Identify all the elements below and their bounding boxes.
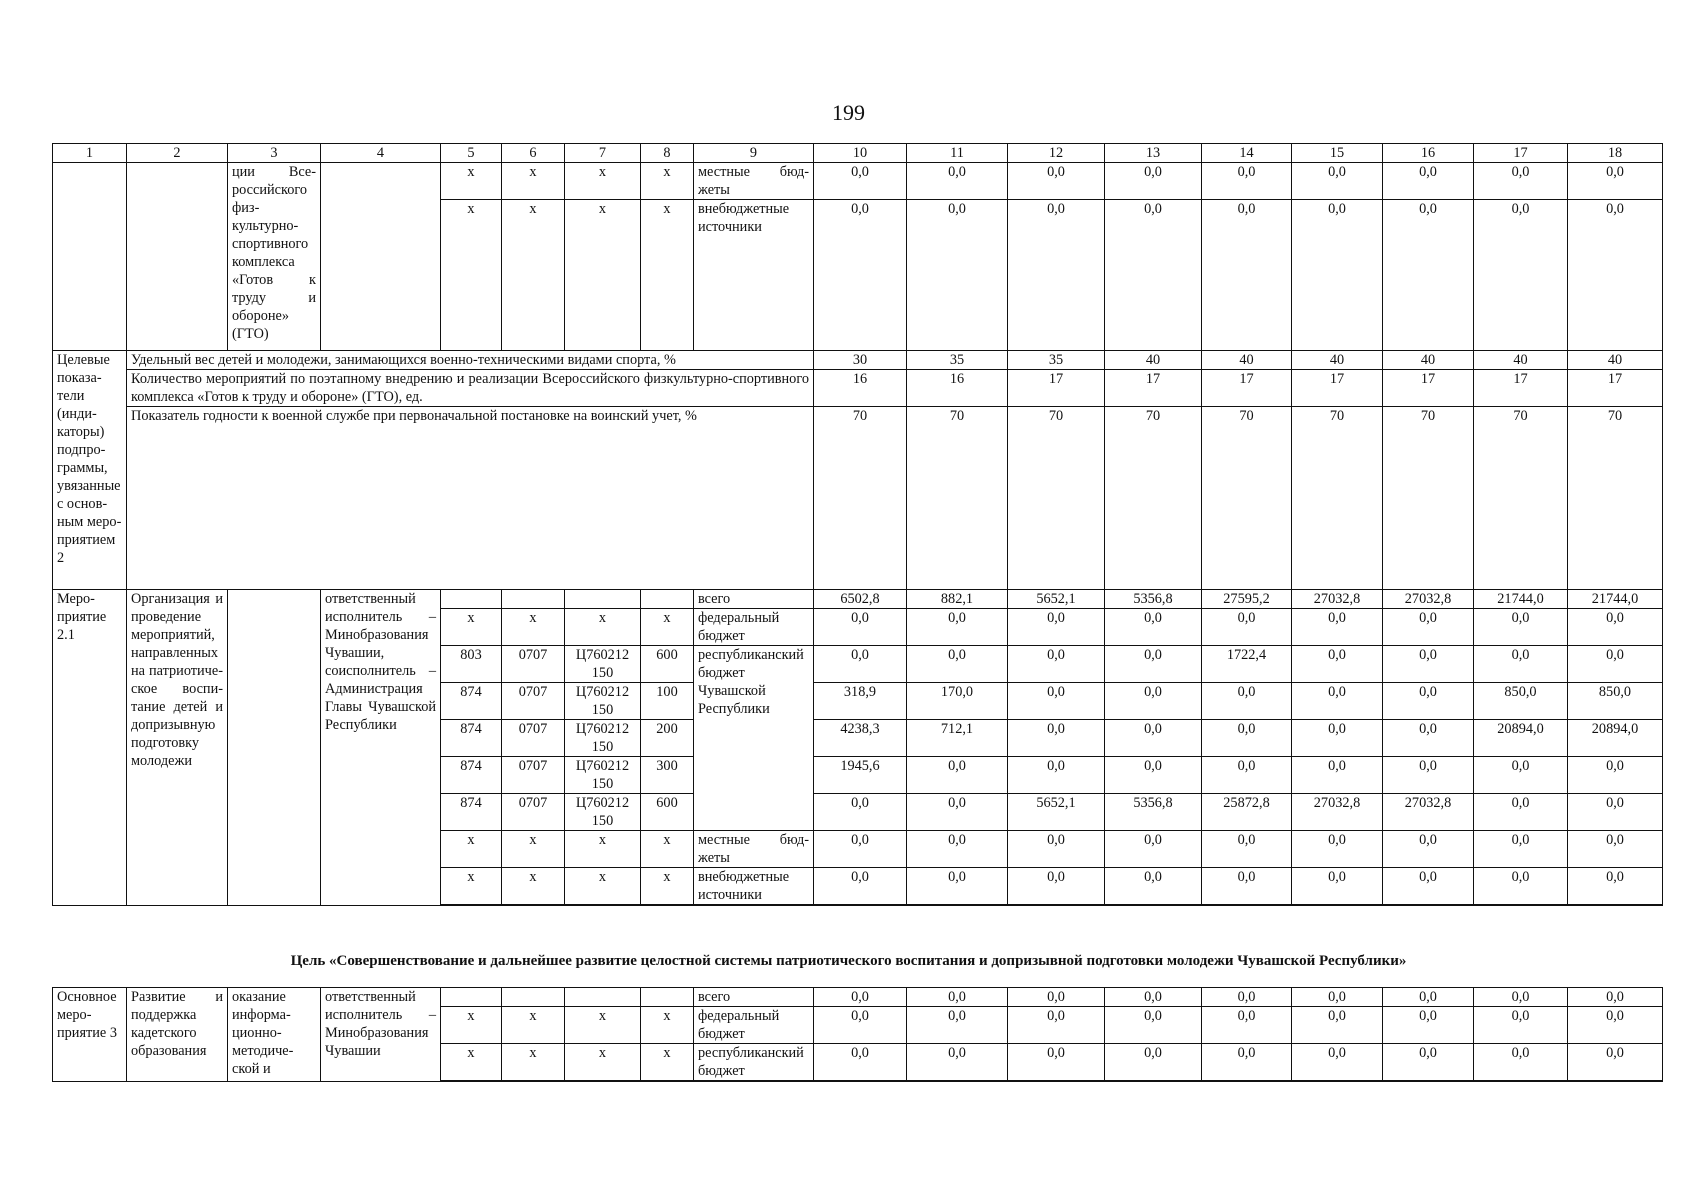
value-cell: 318,9	[814, 683, 907, 720]
measure-row	[53, 590, 1663, 609]
measure-row	[53, 988, 1663, 1007]
budget-code: 600	[641, 646, 694, 683]
value-cell: 0,0	[1568, 646, 1663, 683]
budget-code: 300	[641, 757, 694, 794]
value-cell: 0,0	[1568, 200, 1663, 351]
budget-code: x	[641, 609, 694, 646]
value-cell: 0,0	[1383, 1044, 1474, 1082]
indicator-value: 70	[907, 407, 1008, 590]
column-number: 2	[127, 144, 228, 163]
indicator-text: Количество мероприятий по поэтапному внедрению и реализации Всероссийского физкультурно-спортивного комплекса «Готов к труду и обороне» (ГТО), ед.	[127, 370, 814, 407]
budget-code: x	[641, 200, 694, 351]
value-cell: 0,0	[1292, 831, 1383, 868]
value-cell: 0,0	[907, 646, 1008, 683]
budget-code: x	[565, 868, 641, 906]
indicator-value: 17	[1008, 370, 1105, 407]
funding-source: федеральный бюджет	[694, 609, 814, 646]
budget-code: Ц760212 150	[565, 720, 641, 757]
value-cell: 0,0	[1383, 1007, 1474, 1044]
value-cell: 5356,8	[1105, 590, 1202, 609]
measure-description: ции Всероссийского физкультурно-спортивного комплекса «Готов к труду и обороне» (ГТО)	[228, 163, 321, 351]
value-cell: 0,0	[1008, 868, 1105, 906]
value-cell: 0,0	[1383, 200, 1474, 351]
measure-executor: ответственный исполнитель – Минобразования Чувашии	[321, 988, 441, 1082]
budget-code: Ц760212 150	[565, 757, 641, 794]
value-cell: 0,0	[1292, 1044, 1383, 1082]
value-cell: 0,0	[1105, 646, 1202, 683]
budget-code: x	[502, 163, 565, 200]
indicator-row	[53, 407, 1663, 590]
value-cell: 170,0	[907, 683, 1008, 720]
column-number: 9	[694, 144, 814, 163]
value-cell: 0,0	[1292, 609, 1383, 646]
budget-code: x	[441, 200, 502, 351]
budget-code: x	[565, 1044, 641, 1082]
budget-code: x	[441, 868, 502, 906]
budget-code: x	[441, 1007, 502, 1044]
budget-code: 0707	[502, 720, 565, 757]
value-cell: 0,0	[814, 988, 907, 1007]
value-cell: 0,0	[1202, 720, 1292, 757]
budget-code: 874	[441, 720, 502, 757]
value-cell: 0,0	[1105, 988, 1202, 1007]
column-number: 10	[814, 144, 907, 163]
indicator-value: 70	[1474, 407, 1568, 590]
value-cell: 0,0	[1292, 1007, 1383, 1044]
column-number: 12	[1008, 144, 1105, 163]
funding-source: республиканский бюджет	[694, 1044, 814, 1082]
column-number: 3	[228, 144, 321, 163]
measure-number: Основное мероприятие 3	[53, 988, 127, 1082]
value-cell: 0,0	[1202, 831, 1292, 868]
value-cell: 0,0	[907, 794, 1008, 831]
budget-code	[441, 590, 502, 609]
indicator-value: 70	[1202, 407, 1292, 590]
measure-executor: ответственный исполнитель – Минобразования Чувашии, соисполнитель – Администрация Главы Чувашской Республики	[321, 590, 441, 906]
indicator-value: 17	[1474, 370, 1568, 407]
value-cell: 0,0	[1292, 646, 1383, 683]
value-cell: 0,0	[1292, 163, 1383, 200]
column-number: 4	[321, 144, 441, 163]
budget-code: x	[502, 868, 565, 906]
empty-cell	[321, 163, 441, 351]
funding-source: местные бюджеты	[694, 831, 814, 868]
funding-source: внебюджетные источники	[694, 868, 814, 906]
measure3-table	[52, 987, 1663, 1082]
value-cell: 0,0	[1568, 163, 1663, 200]
budget-code: Ц760212 150	[565, 683, 641, 720]
value-cell: 0,0	[1105, 1044, 1202, 1082]
value-cell: 4238,3	[814, 720, 907, 757]
budget-code	[502, 988, 565, 1007]
value-cell: 0,0	[1474, 794, 1568, 831]
budget-code	[641, 590, 694, 609]
indicator-text: Показатель годности к военной службе при первоначальной постановке на воинский учет, %	[127, 407, 814, 590]
column-number: 17	[1474, 144, 1568, 163]
value-cell: 0,0	[1202, 757, 1292, 794]
column-number: 15	[1292, 144, 1383, 163]
indicator-value: 70	[1105, 407, 1202, 590]
budget-code: x	[441, 831, 502, 868]
value-cell: 0,0	[1474, 868, 1568, 906]
column-number: 8	[641, 144, 694, 163]
value-cell: 0,0	[1008, 720, 1105, 757]
indicator-value: 35	[1008, 351, 1105, 370]
value-cell: 0,0	[1568, 988, 1663, 1007]
value-cell: 0,0	[1105, 757, 1202, 794]
value-cell: 0,0	[1105, 609, 1202, 646]
value-cell: 0,0	[907, 163, 1008, 200]
budget-code: 0707	[502, 757, 565, 794]
value-cell: 0,0	[1474, 831, 1568, 868]
funding-source: республиканский бюджет Чувашской Республики	[694, 646, 814, 831]
page-number: 199	[832, 100, 865, 125]
value-cell: 0,0	[1202, 1007, 1292, 1044]
value-cell: 0,0	[1202, 1044, 1292, 1082]
budget-code: 874	[441, 757, 502, 794]
value-cell: 0,0	[907, 1007, 1008, 1044]
value-cell: 0,0	[1008, 1044, 1105, 1082]
value-cell: 0,0	[814, 794, 907, 831]
budget-code: 0707	[502, 646, 565, 683]
indicator-value: 40	[1474, 351, 1568, 370]
measure-number: Мероприятие 2.1	[53, 590, 127, 906]
value-cell: 20894,0	[1568, 720, 1663, 757]
value-cell: 0,0	[814, 831, 907, 868]
column-number: 16	[1383, 144, 1474, 163]
value-cell: 0,0	[1008, 988, 1105, 1007]
budget-code: Ц760212 150	[565, 794, 641, 831]
budget-code: 0707	[502, 794, 565, 831]
value-cell: 0,0	[1568, 794, 1663, 831]
value-cell: 850,0	[1474, 683, 1568, 720]
value-cell: 0,0	[907, 1044, 1008, 1082]
value-cell: 27032,8	[1292, 590, 1383, 609]
indicator-value: 40	[1568, 351, 1663, 370]
value-cell: 0,0	[1105, 720, 1202, 757]
value-cell: 0,0	[907, 609, 1008, 646]
value-cell: 0,0	[1292, 683, 1383, 720]
goal-heading: Цель «Совершенствование и дальнейшее развитие целостной системы патриотического воспитания и допризывной подготовки молодежи Чувашской Республики»	[290, 953, 1407, 969]
column-number: 13	[1105, 144, 1202, 163]
value-cell: 21744,0	[1474, 590, 1568, 609]
value-cell: 0,0	[1202, 200, 1292, 351]
value-cell: 27032,8	[1292, 794, 1383, 831]
value-cell: 0,0	[1105, 163, 1202, 200]
value-cell: 0,0	[1474, 200, 1568, 351]
value-cell: 0,0	[1105, 683, 1202, 720]
value-cell: 0,0	[1383, 683, 1474, 720]
table-row	[53, 163, 1663, 200]
value-cell: 0,0	[1292, 868, 1383, 906]
value-cell: 0,0	[814, 1007, 907, 1044]
value-cell: 25872,8	[1202, 794, 1292, 831]
budget-code: 600	[641, 794, 694, 831]
value-cell: 0,0	[1474, 988, 1568, 1007]
value-cell: 0,0	[1008, 646, 1105, 683]
budget-code: 803	[441, 646, 502, 683]
value-cell: 5652,1	[1008, 590, 1105, 609]
measure-description: оказание информационно-методической и	[228, 988, 321, 1082]
column-number: 1	[53, 144, 127, 163]
indicator-value: 40	[1383, 351, 1474, 370]
value-cell: 0,0	[1568, 757, 1663, 794]
value-cell: 0,0	[1202, 163, 1292, 200]
value-cell: 0,0	[1292, 757, 1383, 794]
value-cell: 0,0	[814, 646, 907, 683]
value-cell: 882,1	[907, 590, 1008, 609]
budget-code: Ц760212 150	[565, 646, 641, 683]
indicator-value: 70	[814, 407, 907, 590]
budget-code: x	[641, 1044, 694, 1082]
value-cell: 0,0	[1202, 988, 1292, 1007]
indicator-value: 17	[1292, 370, 1383, 407]
funding-source: всего	[694, 988, 814, 1007]
indicator-value: 17	[1568, 370, 1663, 407]
value-cell: 0,0	[814, 200, 907, 351]
value-cell: 0,0	[1383, 163, 1474, 200]
budget-code: x	[641, 868, 694, 906]
value-cell: 0,0	[814, 868, 907, 906]
budget-code: x	[502, 609, 565, 646]
value-cell: 0,0	[1105, 868, 1202, 906]
value-cell: 0,0	[907, 868, 1008, 906]
indicator-value: 30	[814, 351, 907, 370]
value-cell: 0,0	[1474, 646, 1568, 683]
value-cell: 0,0	[1383, 646, 1474, 683]
column-number: 7	[565, 144, 641, 163]
value-cell: 5652,1	[1008, 794, 1105, 831]
value-cell: 0,0	[907, 831, 1008, 868]
budget-code: x	[565, 831, 641, 868]
budget-code: x	[565, 1007, 641, 1044]
funding-source: местные бюджеты	[694, 163, 814, 200]
value-cell: 6502,8	[814, 590, 907, 609]
budget-code: x	[441, 163, 502, 200]
budget-code	[502, 590, 565, 609]
value-cell: 0,0	[1568, 1007, 1663, 1044]
value-cell: 0,0	[814, 1044, 907, 1082]
value-cell: 0,0	[1292, 988, 1383, 1007]
value-cell: 0,0	[1292, 200, 1383, 351]
value-cell: 0,0	[1568, 868, 1663, 906]
value-cell: 0,0	[1474, 757, 1568, 794]
value-cell: 0,0	[907, 200, 1008, 351]
empty-cell	[228, 590, 321, 906]
value-cell: 0,0	[1008, 831, 1105, 868]
budget-code: 874	[441, 683, 502, 720]
budget-code: x	[641, 163, 694, 200]
funding-source: всего	[694, 590, 814, 609]
budget-code: x	[502, 200, 565, 351]
value-cell: 0,0	[907, 988, 1008, 1007]
budget-code: x	[441, 1044, 502, 1082]
indicator-text: Удельный вес детей и молодежи, занимающихся военно-техническими видами спорта, %	[127, 351, 814, 370]
value-cell: 0,0	[1383, 868, 1474, 906]
indicator-value: 70	[1292, 407, 1383, 590]
value-cell: 0,0	[1008, 163, 1105, 200]
value-cell: 0,0	[1292, 720, 1383, 757]
value-cell: 27032,8	[1383, 590, 1474, 609]
value-cell: 20894,0	[1474, 720, 1568, 757]
value-cell: 0,0	[814, 609, 907, 646]
budget-code	[441, 988, 502, 1007]
value-cell: 1722,4	[1202, 646, 1292, 683]
value-cell: 0,0	[1383, 988, 1474, 1007]
indicator-value: 40	[1105, 351, 1202, 370]
indicator-value: 70	[1568, 407, 1663, 590]
value-cell: 0,0	[1383, 720, 1474, 757]
budget-code: x	[565, 163, 641, 200]
value-cell: 0,0	[1202, 868, 1292, 906]
budget-code: x	[565, 200, 641, 351]
budget-code: x	[502, 831, 565, 868]
value-cell: 5356,8	[1105, 794, 1202, 831]
table-header-row	[53, 144, 1663, 163]
indicator-value: 40	[1292, 351, 1383, 370]
budget-code: x	[502, 1044, 565, 1082]
budget-code: 200	[641, 720, 694, 757]
column-number: 14	[1202, 144, 1292, 163]
column-number: 6	[502, 144, 565, 163]
value-cell: 0,0	[1202, 609, 1292, 646]
indicator-value: 70	[1008, 407, 1105, 590]
empty-cell	[53, 163, 127, 351]
budget-code	[565, 590, 641, 609]
column-number: 11	[907, 144, 1008, 163]
value-cell: 0,0	[1568, 1044, 1663, 1082]
value-cell: 850,0	[1568, 683, 1663, 720]
value-cell: 0,0	[1474, 1007, 1568, 1044]
value-cell: 0,0	[1202, 683, 1292, 720]
measure-title: Развитие и поддержка кадетского образования	[127, 988, 228, 1082]
budget-code: 874	[441, 794, 502, 831]
value-cell: 0,0	[1383, 831, 1474, 868]
budget-code: x	[641, 831, 694, 868]
value-cell: 0,0	[1105, 831, 1202, 868]
value-cell: 0,0	[1474, 1044, 1568, 1082]
funding-source: внебюджетные источники	[694, 200, 814, 351]
value-cell: 1945,6	[814, 757, 907, 794]
value-cell: 0,0	[1105, 200, 1202, 351]
value-cell: 0,0	[814, 163, 907, 200]
value-cell: 0,0	[1008, 200, 1105, 351]
value-cell: 21744,0	[1568, 590, 1663, 609]
indicator-value: 17	[1202, 370, 1292, 407]
value-cell: 0,0	[1383, 609, 1474, 646]
column-number: 18	[1568, 144, 1663, 163]
value-cell: 0,0	[1008, 609, 1105, 646]
value-cell: 0,0	[1474, 609, 1568, 646]
budget-code: 0707	[502, 683, 565, 720]
indicator-value: 17	[1105, 370, 1202, 407]
value-cell: 712,1	[907, 720, 1008, 757]
value-cell: 0,0	[1008, 683, 1105, 720]
column-number: 5	[441, 144, 502, 163]
value-cell: 27595,2	[1202, 590, 1292, 609]
budget-code: 100	[641, 683, 694, 720]
indicator-value: 70	[1383, 407, 1474, 590]
indicator-value: 16	[907, 370, 1008, 407]
value-cell: 0,0	[907, 757, 1008, 794]
value-cell: 27032,8	[1383, 794, 1474, 831]
budget-code	[565, 988, 641, 1007]
measure-title: Организация и проведение мероприятий, направленных на патриотическое воспитание детей и допризывную подготовку молодежи	[127, 590, 228, 906]
value-cell: 0,0	[1568, 609, 1663, 646]
indicator-value: 40	[1202, 351, 1292, 370]
empty-cell	[127, 163, 228, 351]
budget-code: x	[502, 1007, 565, 1044]
value-cell: 0,0	[1008, 1007, 1105, 1044]
budget-code: x	[565, 609, 641, 646]
indicator-value: 16	[814, 370, 907, 407]
value-cell: 0,0	[1105, 1007, 1202, 1044]
value-cell: 0,0	[1008, 757, 1105, 794]
budget-table	[52, 143, 1663, 906]
value-cell: 0,0	[1474, 163, 1568, 200]
value-cell: 0,0	[1568, 831, 1663, 868]
indicator-row	[53, 370, 1663, 407]
indicator-row	[53, 351, 1663, 370]
value-cell: 0,0	[1383, 757, 1474, 794]
budget-code	[641, 988, 694, 1007]
budget-code: x	[441, 609, 502, 646]
indicator-value: 35	[907, 351, 1008, 370]
indicators-label: Целевые показатели (индикаторы) подпрограммы, увязанные с основным мероприятием 2	[53, 351, 127, 590]
budget-code: x	[641, 1007, 694, 1044]
indicator-value: 17	[1383, 370, 1474, 407]
funding-source: федеральный бюджет	[694, 1007, 814, 1044]
